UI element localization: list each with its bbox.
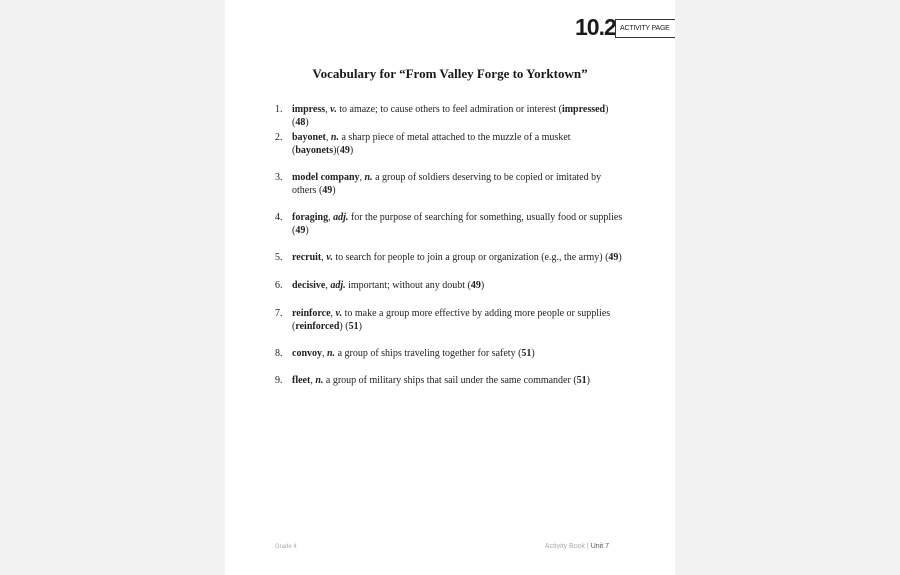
page-ref: 51 xyxy=(521,348,532,359)
part-of-speech: n. xyxy=(315,375,324,386)
part-of-speech: n. xyxy=(364,172,373,183)
vocab-term: reinforce xyxy=(292,308,331,319)
part-of-speech: v. xyxy=(330,104,337,115)
vocab-term: impress xyxy=(292,104,326,115)
word-form: impressed xyxy=(561,104,606,115)
vocab-term: convoy xyxy=(292,348,322,359)
item-number: 6. xyxy=(275,280,283,291)
item-text: fleet, n. a group of military ships that sail under the same commander (51) xyxy=(292,375,591,386)
definition: a sharp piece of metal attached to the muzzle of a musket xyxy=(341,132,571,143)
word-form: reinforced xyxy=(295,320,340,332)
part-of-speech: n. xyxy=(330,132,339,143)
part-of-speech: n. xyxy=(327,348,336,359)
item-number: 8. xyxy=(275,348,283,359)
part-of-speech: v. xyxy=(326,252,333,263)
item-text: decisive, adj. important; without any doubt (49) xyxy=(292,280,485,291)
page-number: 10.2 xyxy=(575,14,616,40)
item-text: reinforce, v. to make a group more effective by adding more people or supplies (reinforced) (51) xyxy=(292,308,611,332)
footer-book-unit xyxy=(545,543,609,550)
item-text: model company, n. a group of soldiers deserving to be copied or imitated by others (49) xyxy=(292,172,602,196)
page-ref: 49 xyxy=(295,224,306,236)
definition: for the purpose of searching for something, usually food or supplies xyxy=(350,212,623,223)
item-number: 1. xyxy=(275,104,283,115)
vocab-term: fleet xyxy=(292,375,311,386)
vocab-term: decisive xyxy=(292,280,326,291)
item-text: recruit, v. to search for people to join a group or organization (e.g., the army) (49) xyxy=(292,252,622,263)
item-text: convoy, n. a group of ships traveling together for safety (51) xyxy=(292,348,535,359)
vocab-term: bayonet xyxy=(292,132,326,143)
activity-page-tag: ACTIVITY PAGE xyxy=(615,19,675,38)
page-ref: 49 xyxy=(339,144,350,156)
item-text: bayonet, n. a sharp piece of metal attached to the muzzle of a musket (bayonets)(49) xyxy=(292,132,571,156)
definition: to amaze; to cause others to feel admiration or interest xyxy=(339,104,557,115)
footer-unit: Unit 7 xyxy=(590,543,609,550)
footer-grade: Grade 4 xyxy=(275,544,297,550)
definition: important; without any doubt xyxy=(348,280,466,291)
page-ref: 49 xyxy=(470,280,481,291)
definition: a group of military ships that sail under the same commander xyxy=(325,375,571,386)
item-number: 7. xyxy=(275,308,283,319)
definition: to search for people to join a group or organization (e.g., the army) xyxy=(335,252,603,263)
footer-book: Activity Book xyxy=(544,543,585,550)
definition: a group of soldiers deserving to be copied or imitated by others xyxy=(292,172,602,196)
item-text: foraging, adj. for the purpose of searching for something, usually food or supplies (49) xyxy=(292,212,623,236)
page-ref: 49 xyxy=(608,252,619,263)
vocab-term: foraging xyxy=(292,212,329,223)
item-number: 4. xyxy=(275,212,283,223)
part-of-speech: adj. xyxy=(330,280,346,291)
part-of-speech: v. xyxy=(335,308,343,319)
page-title: Vocabulary for “From Valley Forge to Yorktown” xyxy=(312,66,588,81)
vocab-term: recruit xyxy=(292,252,322,263)
item-number: 2. xyxy=(275,132,283,143)
item-number: 9. xyxy=(275,375,283,386)
footer-separator: | xyxy=(584,543,591,550)
definition: to make a group more effective by adding more people or supplies xyxy=(344,308,611,319)
item-text: impress, v. to amaze; to cause others to feel admiration or interest (impressed) (48) xyxy=(292,104,609,128)
word-form: bayonets xyxy=(295,144,334,156)
page-ref: 49 xyxy=(322,184,333,196)
item-number: 3. xyxy=(275,172,283,183)
part-of-speech: adj. xyxy=(333,212,349,223)
page-ref: 51 xyxy=(348,320,359,332)
page-ref: 48 xyxy=(295,116,306,128)
vocab-term: model company xyxy=(292,172,360,183)
definition: a group of ships traveling together for safety xyxy=(337,348,516,359)
item-number: 5. xyxy=(275,252,283,263)
page-ref: 51 xyxy=(576,375,587,386)
